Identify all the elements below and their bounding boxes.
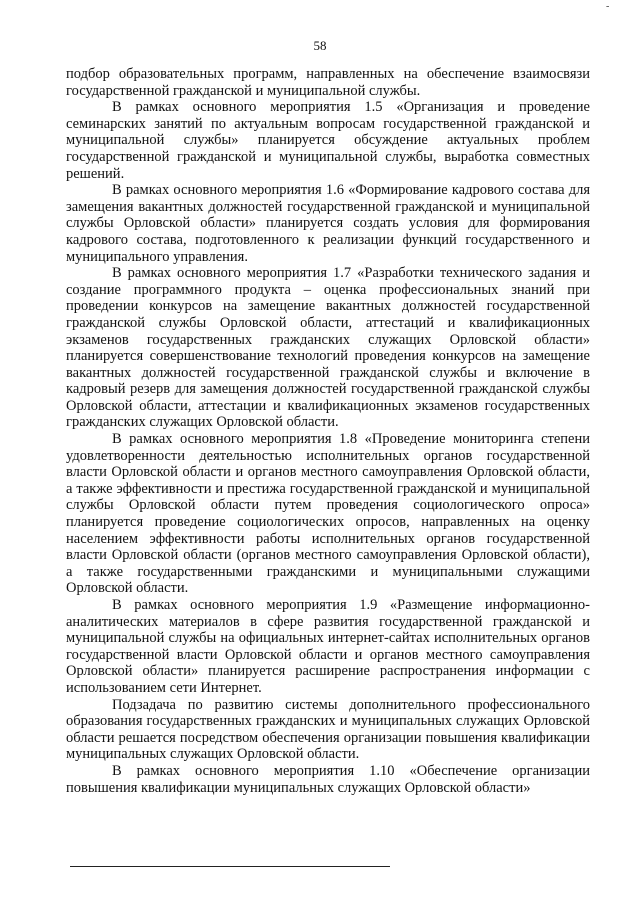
paragraph-7: Подзадача по развитию системы дополнительного профессионального образования государственных гражданских и муниципальных служащих Орловской области решается посредством обеспечения организации повышения квалификации муниципальных служащих Орловской области. <box>66 696 590 763</box>
paragraph-6: В рамках основного мероприятия 1.9 «Размещение информационно-аналитических материалов в сфере развития государственной гражданской и муниципальной службы на официальных интернет-сайтах исполнительных органов государственной власти Орловской области и органов местного самоуправления Орловской области» планируется расширение распространения информации с использованием сети Интернет. <box>66 597 590 696</box>
paragraph-2: В рамках основного мероприятия 1.5 «Организация и проведение семинарских занятий по актуальным вопросам государственной гражданской и муниципальной службы» планируется обсуждение актуальных проблем государственной гражданской и муниципальной службы, выработка совместных решений. <box>66 99 590 182</box>
page-number: 58 <box>313 38 327 53</box>
paragraph-4: В рамках основного мероприятия 1.7 «Разработки технического задания и создание программного продукта – оценка профессиональных знаний при проведении конкурсов на замещение вакантных должностей государственной гражданской службы Орловской области, аттестаций и квалификационных экзаменов государственных гражданских служащих Орловской области» планируется совершенствование технологий проведения конкурсов на замещение вакантных должностей государственной гражданской службы и включение в кадровый резерв для замещения должностей государственной гражданской службы Орловской области, аттестации и квалификационных экзаменов государственных гражданских служащих Орловской области. <box>66 265 590 431</box>
paragraph-5: В рамках основного мероприятия 1.8 «Проведение мониторинга степени удовлетворенности деятельностью исполнительных органов государственной власти Орловской области и органов местного самоуправления Орловской области, а также эффективности и престижа государственной гражданской и муниципальной службы Орловской области путем проведения социологического опроса» планируется проведение социологических опросов, направленных на оценку населением эффективности работы исполнительных органов государственной власти Орловской области (органов местного самоуправления Орловской области), а также государственными гражданскими и муниципальными служащими Орловской области. <box>66 431 590 597</box>
paragraph-1: подбор образовательных программ, направленных на обеспечение взаимосвязи государственной гражданской и муниципальной службы. <box>66 66 590 99</box>
paragraph-8: В рамках основного мероприятия 1.10 «Обеспечение организации повышения квалификации муниципальных служащих Орловской области» <box>66 762 590 796</box>
footer-rule <box>70 866 390 867</box>
paragraph-3: В рамках основного мероприятия 1.6 «Формирование кадрового состава для замещения вакантных должностей государственной гражданской и муниципальной службы Орловской области» планируется создать условия для формирования кадрового состава, подготовленного к реализации функций государственного и муниципального управления. <box>66 182 590 265</box>
document-body <box>66 66 590 796</box>
corner-mark: - <box>606 1 610 12</box>
